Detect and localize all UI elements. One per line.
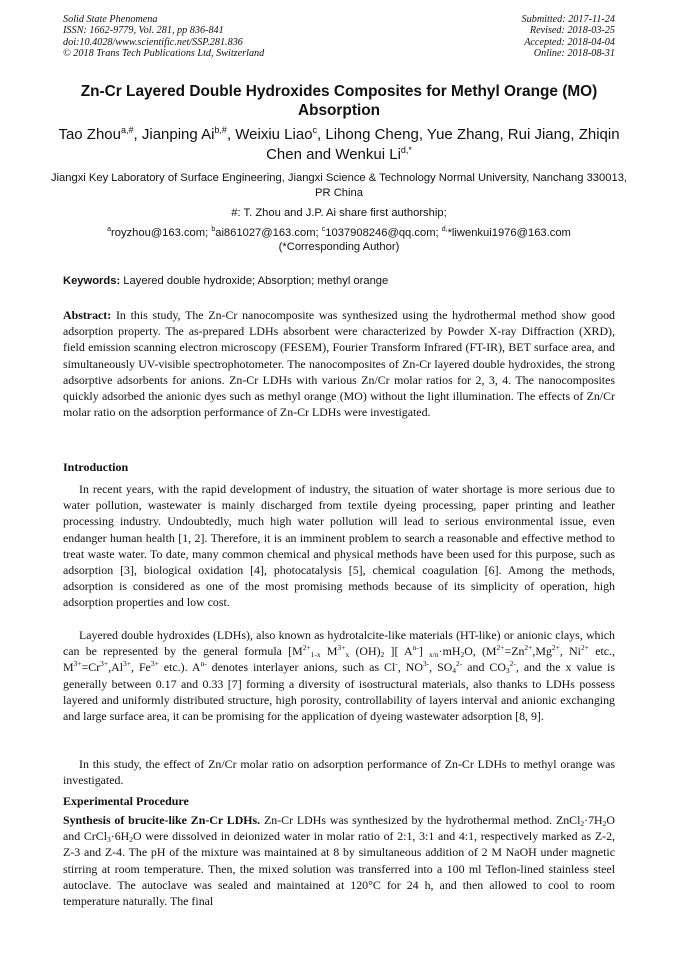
introduction-paragraph-1: In recent years, with the rapid development of industry, the situation of water shortage is more serious due to water pollution, wastewater is mainly discharged from textile dyeing processing, paper printing and leather processing industry. Undoubtedly, much high water pollution will lead to serious environmental issue, even endanger human health [1, 2]. Therefore, it is an imminent problem to search a reasonable and effective method to treat waste water. To date, many common chemical and physical methods have been used for this purpose, such as adsorption [3], biological oxidation [4], photocatalysis [5], chemical coagulation [6]. Among the methods, adsorption is considered as one of the most promising methods because of its simplicity of operation, high adsorption properties and low cost.: [63, 482, 615, 610]
email-block: [40, 226, 638, 254]
shared-authorship-note: #: T. Zhou and J.P. Ai share first authorship;: [231, 207, 447, 219]
author: Jianping $Ai^{b,\#}$,: [141, 125, 236, 143]
author: Zhiqin Chen and: [266, 126, 620, 163]
introduction-heading: Introduction: [63, 460, 129, 474]
experimental-heading: Experimental Procedure: [63, 794, 189, 808]
email-link[interactable]: *liwenkui1976@163.com: [447, 227, 571, 239]
introduction-paragraph-2: Layered double hydroxides (LDHs), also known as hydrotalcite-like materials (HT-like) or anionic clays, which can be represented by the general formula [$M^{2+}_{1-x}$ $M^{3+}_x$ $(OH)_2$ ][ $A^{n-}$] $_{x/n}\cdot mH_2O$, ($M^{2+}=Zn^{2+},Mg^{2+}$, $Ni^{2+}$ etc., $M^{3+}=Cr^{3+},Al^{3+}$, $Fe^{3+}$ etc.). $A^{n-}$ denotes interlayer anions, such as Cl-, $NO^{3-}$, $SO_4^{2-}$ and $CO_3^{2-}$, and the x value is generally between 0.17 and 0.33 [7] forming a diversity of isostructural materials, also thanks to LDHs possess layered and uniformly distributed structure, high porosity, controllability of layers interval and anionic exchanging and large surface area, it can be promising for the application of dyeing wastewater adsorption [8, 9].: [63, 628, 615, 724]
keywords: [63, 274, 615, 288]
abstract-text: In this study, The Zn-Cr nanocomposite was synthesized using the hydrothermal method show good adsorption property. The as-prepared LDHs absorbent were characterized by Powder X-ray Diffraction (XRD), field emission scanning electron microscopy (FESEM), Fourier Transform Infrared (FT-IR), BET surface area, and simultaneously UV-visible spectrophotometer. The nanocomposites of Zn-Cr layered double hydroxides, the strong adsorptive adsorbents for anions. Zn-Cr LDHs with various Zn/Cr molar ratios for 2, 3, 4. The nanocomposites quickly adsorbed the anionic dyes such as methyl orange (MO) without the light illumination. The effects of Zn/Cr molar ratio on the adsorption performance of Zn-Cr LDHs were investigated.: [63, 308, 615, 420]
synthesis-subheading: Synthesis of brucite-like Zn-Cr LDHs.: [63, 813, 261, 827]
affiliation: Jiangxi Key Laboratory of Surface Engineering, Jiangxi Science & Technology Normal University, Nanchang 330013, PR China: [50, 172, 628, 199]
journal-info: [63, 14, 264, 60]
email-link[interactable]: ai861027@163.com;: [215, 227, 322, 239]
author: Wenkui $Li^{d,*}$: [335, 145, 412, 163]
email-link[interactable]: 1037908246@qq.com;: [325, 227, 442, 239]
publication-dates: [522, 14, 615, 60]
corresponding-author-note: (*Corresponding Author): [278, 241, 400, 254]
revised-date: Revised: 2018-03-25: [529, 25, 615, 37]
email-list: $^a$royzhou@163.com; $^b$ai861027@163.com; $^c$1037908246@qq.com; $^{d,}$*liwenkui1976@163.com: [107, 226, 571, 239]
journal-name: Solid State Phenomena: [63, 14, 158, 25]
author-list: [40, 125, 638, 165]
abstract-label: Abstract:: [63, 308, 112, 322]
keywords-text: Layered double hydroxide; Absorption; methyl orange: [120, 275, 389, 287]
author: Tao Zhou$^{a,\#}$,: [58, 125, 142, 143]
online-date: Online: 2018-08-31: [533, 48, 615, 60]
keywords-label: Keywords:: [63, 275, 121, 287]
copyright: © 2018 Trans Tech Publications Ltd, Switzerland: [63, 48, 265, 60]
author: Rui Jiang,: [507, 126, 579, 143]
submitted-date: Submitted: 2017-11-24: [521, 14, 615, 25]
abstract: [63, 307, 615, 420]
issn: ISSN: 1662-9779, Vol. 281, pp 836-841: [63, 25, 224, 37]
accepted-date: Accepted: 2018-04-04: [524, 36, 615, 48]
author: Yue Zhang,: [426, 126, 508, 143]
experimental-paragraph-1: Synthesis of brucite-like Zn-Cr LDHs. Zn-Cr LDHs was synthesized by the hydrothermal method. $ZnCl_2\cdot 7H_2O$ and $CrCl_3\cdot 6H_2O$ were dissolved in deionized water in molar ratio of 2:1, 3:1 and 4:1, respectively marked as Z-2, Z-3 and Z-4. The pH of the mixture was maintained at 8 by simultaneous addition of 2 M NaOH under magnetic stirring at room temperature. Then, the mixed solution was transferred into a 100 ml Teflon-lined stainless steel autoclave. The autoclave was sealed and maintained at 120°C for 24 h, and then allowed to cool to room temperature naturally. The final: [63, 813, 615, 909]
paper-title: Zn-Cr Layered Double Hydroxides Composites for Methyl Orange (MO) Absorption: [80, 83, 598, 119]
introduction-paragraph-3: In this study, the effect of Zn/Cr molar ratio on adsorption performance of Zn-Cr LDHs to methyl orange was investigated.: [63, 757, 615, 788]
doi[interactable]: doi:10.4028/www.scientific.net/SSP.281.836: [63, 36, 243, 48]
email-link[interactable]: royzhou@163.com;: [111, 227, 212, 239]
author: Weixiu Liao$^c$,: [235, 125, 326, 143]
author: Lihong Cheng,: [325, 126, 427, 143]
